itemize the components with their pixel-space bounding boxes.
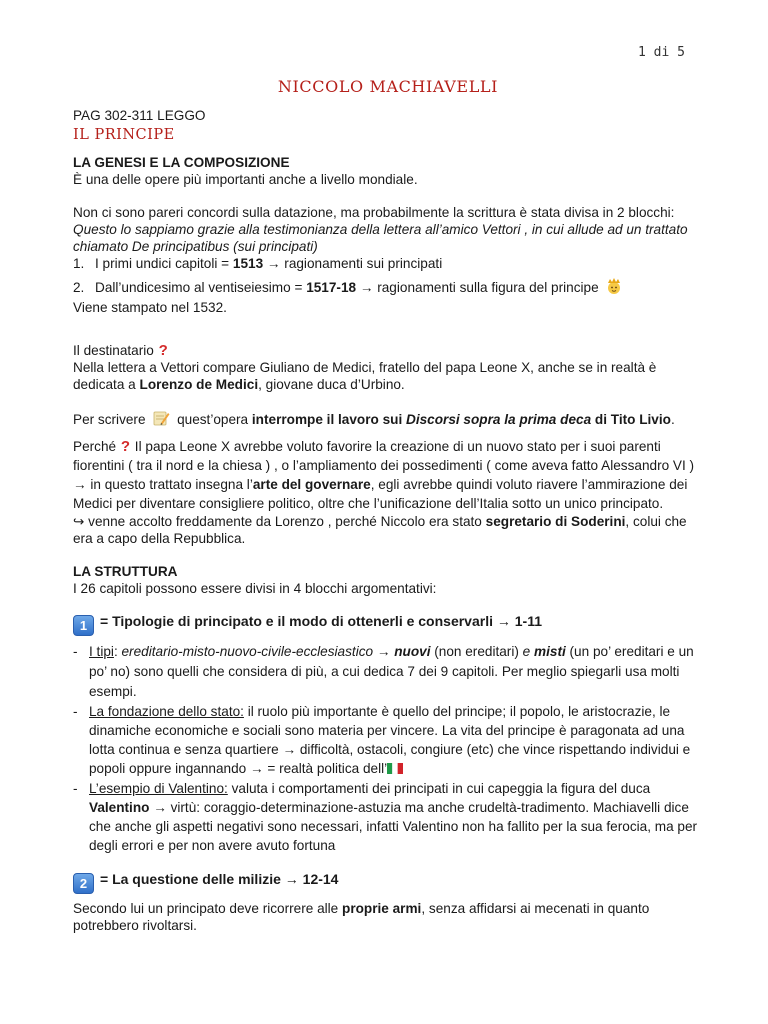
perche-label: Perché (73, 439, 117, 454)
heading-struttura: LA STRUTTURA (73, 564, 178, 579)
bullet-text: → virtù: coraggio-determinazione-astuzia ma anche crudeltà-tradimento. Machiavelli dice che anche gli aspetti negativi sono necessari, infatti Valentino non ha fallito per la sua ferocia, ma per degli errori e per non avere avuto fortuna (89, 800, 698, 853)
block-2-paragraph (73, 900, 703, 934)
red-question-mark-icon: ? (120, 438, 131, 455)
italy-flag-icon (387, 760, 403, 779)
list-text: Dall’undicesimo al ventiseiesimo = (95, 280, 307, 295)
document-body (73, 76, 703, 934)
heading-genesi: LA GENESI E LA COMPOSIZIONE (73, 155, 290, 170)
bullet-bold: Valentino (89, 800, 150, 815)
bullet-bold-italic: nuovi (394, 644, 431, 659)
destinatario-label: Il destinatario (73, 343, 154, 358)
destinatario-paragraph (73, 359, 703, 393)
bullet-dash: - (73, 704, 78, 719)
memo-pencil-icon (152, 409, 170, 431)
arrow-text: ↪ venne accolto freddamente da Lorenzo , perché Niccolo era stato (73, 514, 486, 529)
list-item (73, 642, 703, 702)
list-text: I primi undici capitoli = (95, 256, 233, 271)
bullet-underlined: L’esempio di Valentino: (89, 781, 228, 796)
crown-icon (605, 277, 623, 299)
page-number: 1 di 5 (638, 45, 685, 60)
list-number: 1. (73, 256, 85, 271)
number-2-square-icon: 2 (73, 873, 94, 894)
perche-text: Il papa Leone X avrebbe voluto favorire la creazione di un nuovo stato per i suoi parenti fiorentini ( tra il nord e la chiesa ) , o l’ampliamento dei possedimenti ( come aveva fatto Alessandro VI ) → in questo trattato insegna l’ (73, 439, 695, 492)
arrow-bold: segretario di Soderini (485, 514, 626, 529)
list-number: 2. (73, 280, 85, 295)
bullet-underlined: La fondazione dello stato: (89, 704, 244, 719)
red-question-mark-icon: ? (158, 342, 168, 359)
perche-bold: arte del governare (252, 477, 371, 492)
document-title: NICCOLO MACHIAVELLI (277, 77, 499, 96)
list-item (73, 779, 703, 855)
block-2-post: , senza affidarsi ai mecenati in quanto potrebbero rivoltarsi. (73, 901, 650, 933)
list-item (73, 277, 703, 299)
block-2-text: Secondo lui un principato deve ricorrere alle (73, 901, 343, 916)
number-1-square-icon: 1 (73, 615, 94, 636)
destinatario-bold: Lorenzo de Medici (139, 377, 259, 392)
block-2-heading (73, 871, 703, 894)
bullet-italic: ereditario-misto-nuovo-civile-ecclesiastico (121, 644, 374, 659)
list-bold: 1517-18 (306, 280, 357, 295)
genesi-line1: È una delle opere più importanti anche a livello mondiale. (73, 172, 418, 187)
scrivere-bold3: Tito Livio (610, 412, 671, 427)
block-2-bold: proprie armi (342, 901, 422, 916)
bullet-text: (non ereditari) (430, 644, 523, 659)
bullet-underlined: I tipi (89, 644, 114, 659)
perche-arrow-line (73, 513, 703, 547)
bullet-text: (un po’ ereditari e un po’ no) sono quelli che considera di più, a cui dedica 7 dei 9 capitoli. Per meglio spiegarli usa molti esempi. (89, 644, 694, 699)
bullet-dash: - (73, 644, 78, 659)
genesi-para1: Non ci sono pareri concordi sulla datazione, ma probabilmente la scrittura è stata divisa in 2 blocchi: (73, 205, 675, 220)
scrivere-paragraph (73, 409, 703, 431)
section-title-il-principe: IL PRINCIPE (73, 127, 175, 143)
scrivere-mid: quest’opera (173, 412, 252, 427)
list-text-post: → ragionamenti sulla figura del principe (356, 280, 599, 295)
bullet-text: : (113, 644, 122, 659)
destinatario-post: , giovane duca d’Urbino. (258, 377, 405, 392)
bullet-dash: - (73, 781, 78, 796)
bullet-bold-italic: misti (534, 644, 566, 659)
bullet-italic-e: e (522, 644, 531, 659)
arrow-post: , colui che era a capo della Repubblica. (73, 514, 687, 546)
destinatario-text: Nella lettera a Vettori compare Giuliano de Medici, fratello del papa Leone X, anche se in realtà è dedicata a (73, 360, 657, 392)
block-1-heading (73, 613, 703, 636)
scrivere-bold1: interrompe il lavoro sui (251, 412, 407, 427)
scrivere-bold2: di (591, 412, 611, 427)
scrivere-end: . (670, 412, 675, 427)
list-bold: 1513 (232, 256, 264, 271)
perche-text-post: , egli avrebbe quindi voluto riavere l’ammirazione dei Medici per diventare consigliere politico, oltre che l’unificazione dell’Italia sotto un unico principato. (73, 477, 688, 511)
bullet-arrow: → (373, 644, 395, 659)
struttura-intro: I 26 capitoli possono essere divisi in 4 blocchi argomentativi: (73, 581, 437, 596)
page-reference: PAG 302-311 LEGGO (73, 108, 206, 123)
perche-paragraph (73, 437, 703, 513)
scrivere-pre: Per scrivere (73, 412, 146, 427)
block-1-title: = Tipologie di principato e il modo di ottenerli e conservarli → 1-11 (100, 613, 543, 629)
bullet-text: valuta i comportamenti dei principati in cui capeggia la figura del duca (227, 781, 651, 796)
bullet-text: il ruolo più importante è quello del principe; il popolo, le aristocrazie, le dinamiche economiche e sociali sono materia per vincere. La vita del principe è paragonata ad una lotta continua e senza quartiere → difficoltà, ostacoli, congiure (etc) che vince rispettando individui e popoli oppure ingannando → = realtà politica dell’ (89, 704, 691, 776)
list-text-post: → ragionamenti sui principati (263, 256, 443, 271)
scrivere-bold-italic: Discorsi sopra la prima deca (406, 412, 592, 427)
list-item (73, 255, 703, 272)
stampato-line: Viene stampato nel 1532. (73, 300, 227, 315)
destinatario-label-line (73, 342, 703, 359)
block-2-title: = La questione delle milizie → 12-14 (100, 871, 339, 887)
list-item (73, 702, 703, 779)
genesi-italic-note: Questo lo sappiamo grazie alla testimonianza della lettera all’amico Vettori , in cui allude ad un trattato chiamato De principatibus (sui principati) (73, 222, 688, 254)
